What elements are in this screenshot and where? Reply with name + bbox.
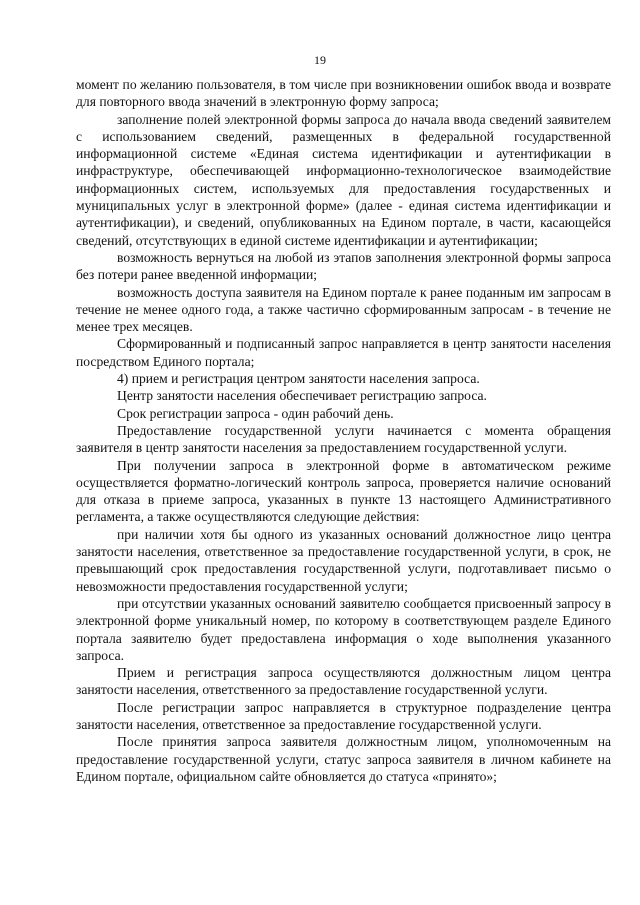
paragraph-forwarding: После регистрации запрос направляется в структурное подразделение центра занятости населения, ответственное за предоставление государственной услуги. (76, 699, 611, 732)
paragraph-registration: Центр занятости населения обеспечивает регистрацию запроса. (117, 388, 487, 404)
paragraph-unique-number: при отсутствии указанных оснований заявителю сообщается присвоенный запросу в электронной форме уникальный номер, по которому в соответствующем разделе Единого портала заявителю будет предоставлена информация о ходе выполнения указанного запроса. (76, 595, 611, 663)
paragraph-refusal-letter: при наличии хотя бы одного из указанных оснований должностное лицо центра занятости населения, ответственное за предоставление государственной услуги, в срок, не превышающий срок предоставления государственной услуги, подготавливает письмо о невозможности предоставления государственной услуги; (76, 526, 611, 594)
page-number: 19 (314, 53, 326, 67)
paragraph-step-4-heading: 4) прием и регистрация центром занятости населения запроса. (117, 371, 480, 387)
paragraph-continuation: момент по желанию пользователя, в том числе при возникновении ошибок ввода и возврате для повторного ввода значений в электронную форму запроса; (76, 77, 611, 110)
paragraph-service-start: Предоставление государственной услуги начинается с момента обращения заявителя в центр занятости населения за предоставлением государственной услуги. (76, 422, 611, 456)
document-body (76, 76, 611, 785)
paragraph-format-logic-control: При получении запроса в электронной форме в автоматическом режиме осуществляется форматно-логический контроль запроса, проверяется наличие оснований для отказа в приеме запроса, указанных в пункте 13 настоящего Административного регламента, а также осуществляются следующие действия: (76, 457, 611, 525)
paragraph-registration-term: Срок регистрации запроса - один рабочий день. (117, 405, 394, 421)
paragraph-return-to-step: возможность вернуться на любой из этапов заполнения электронной формы запроса без потери ранее введенной информации; (76, 249, 611, 283)
paragraph-access-previous-requests: возможность доступа заявителя на Едином портале к ранее поданным им запросам в течение не менее одного года, а также частично сформированным запросам - в течение не менее трех месяцев. (76, 284, 611, 335)
paragraph-status-update: После принятия запроса заявителя должностным лицом, уполномоченным на предоставление государственной услуги, статус запроса заявителя в личном кабинете на Едином портале, официальном сайте обновляется до статуса «принято»; (76, 734, 611, 784)
paragraph-autofill-fields: заполнение полей электронной формы запроса до начала ввода сведений заявителем с использованием сведений, размещенных в федеральной государственной информационной системе «Единая система идентификации и аутентификации в инфраструктуре, обеспечивающей информационно-технологическое взаимодействие информационных систем, используемых для предоставления государственных и муниципальных услуг в электронной форме» (далее - единая система идентификации и аутентификации), и сведений, опубликованных на Едином портале, в части, касающейся сведений, отсутствующих в единой системе идентификации и аутентификации; (76, 111, 611, 248)
paragraph-reception-registration: Прием и регистрация запроса осуществляются должностным лицом центра занятости населения, ответственного за предоставление государственной услуги. (76, 665, 611, 698)
paragraph-request-sent: Сформированный и подписанный запрос направляется в центр занятости населения посредством Единого портала; (76, 336, 611, 369)
